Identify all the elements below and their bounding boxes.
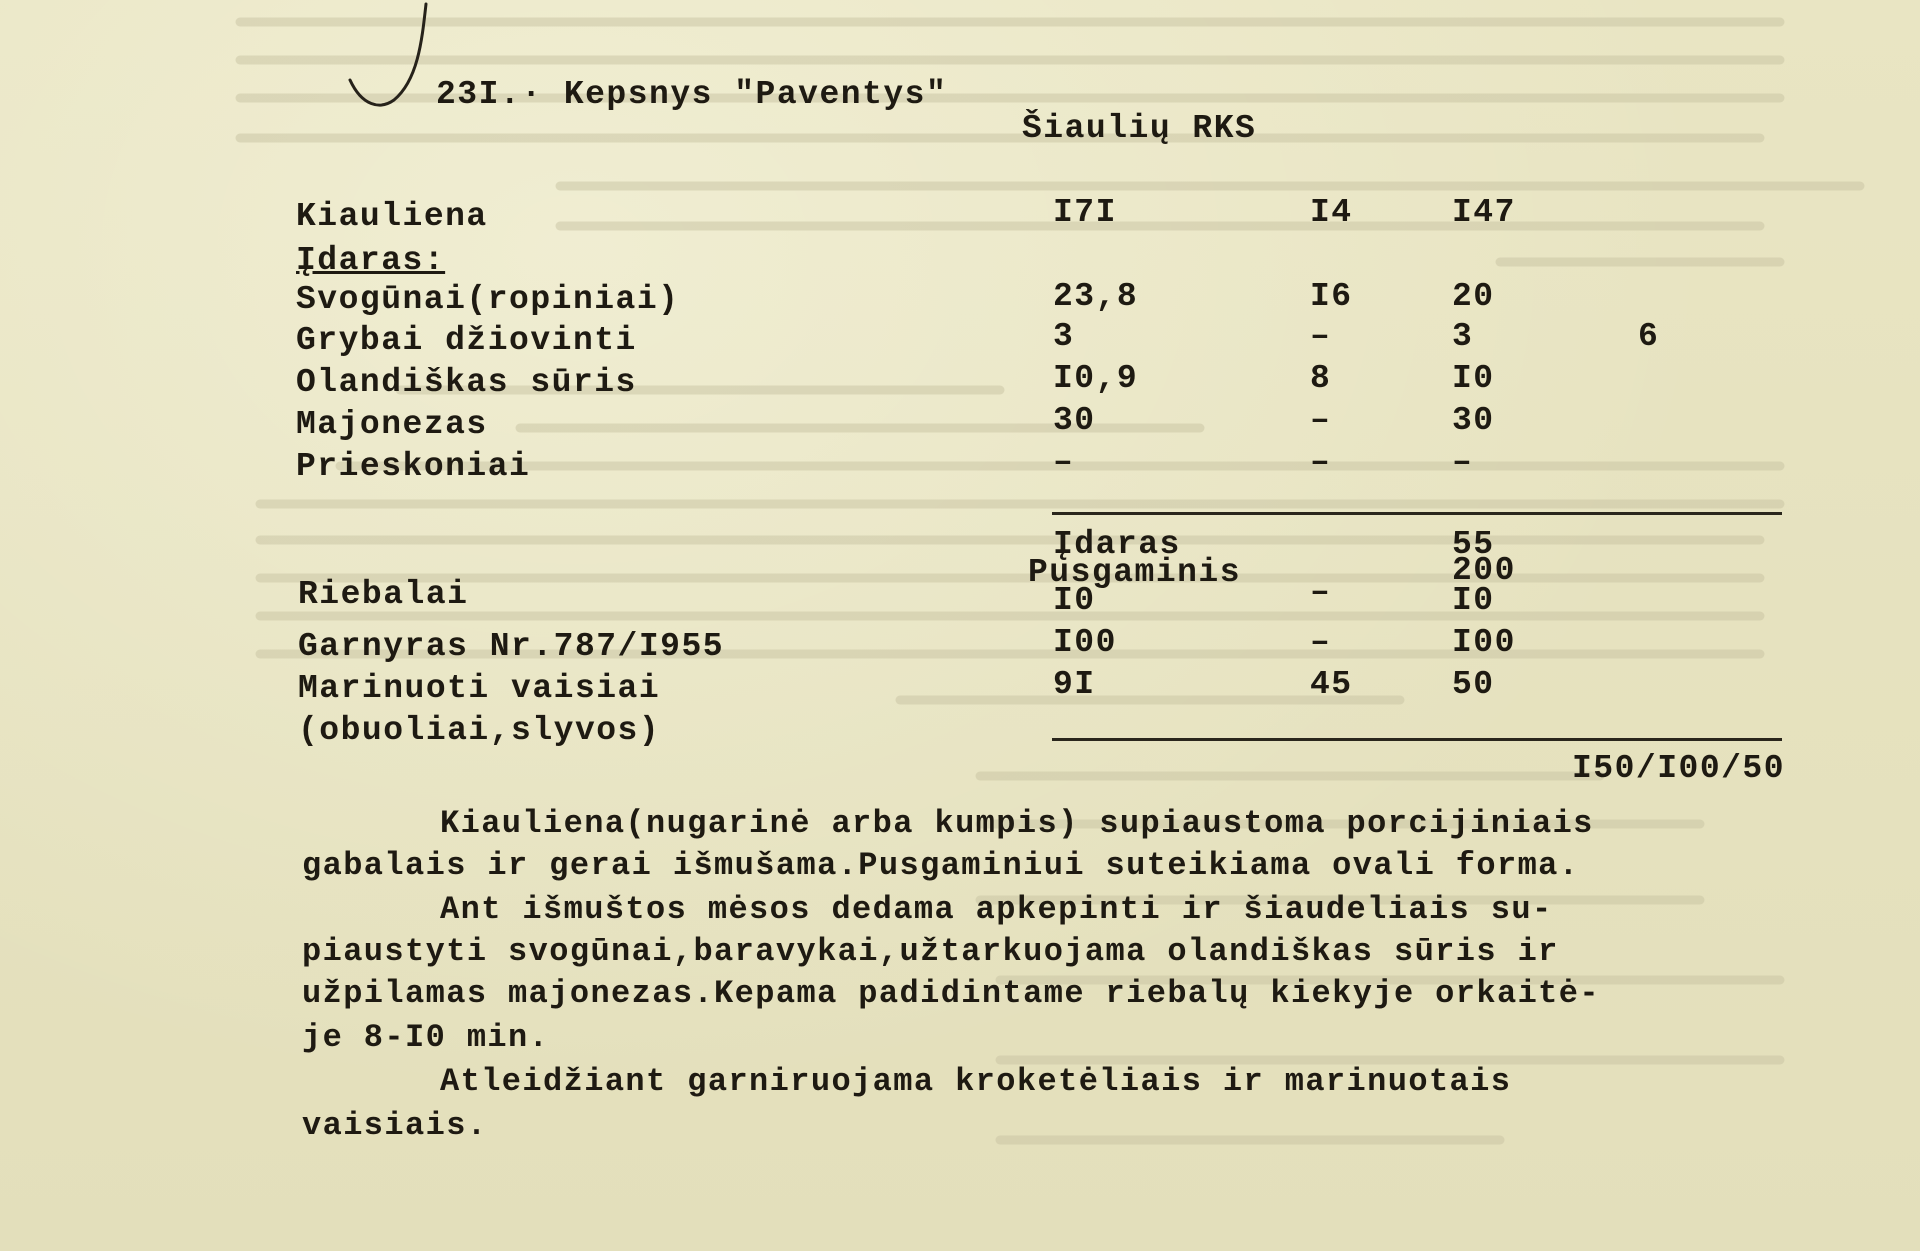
ingredient-label: Marinuoti vaisiai bbox=[298, 670, 661, 707]
method-line: Atleidžiant garniruojama kroketėliais ir marinuotais bbox=[440, 1063, 1512, 1100]
gross-weight: I0 bbox=[1053, 582, 1096, 619]
extra-weight: 6 bbox=[1638, 318, 1660, 355]
output-divider bbox=[1052, 738, 1782, 741]
gross-weight-alt: – bbox=[1310, 318, 1332, 355]
method-line: gabalais ir gerai išmušama.Pusgaminiui suteikiama ovali forma. bbox=[302, 847, 1580, 884]
recipe-title: 23I.· Kepsnys "Paventys" bbox=[436, 76, 948, 113]
net-weight: 50 bbox=[1452, 666, 1495, 703]
method-line: Kiauliena(nugarinė arba kumpis) supiaustoma porcijiniais bbox=[440, 805, 1594, 842]
semifinished-value: 200 bbox=[1452, 552, 1516, 589]
net-weight: I00 bbox=[1452, 624, 1516, 661]
gross-weight: 9I bbox=[1053, 666, 1096, 703]
net-weight: 30 bbox=[1452, 402, 1495, 439]
method-line: Ant išmuštos mėsos dedama apkepinti ir šiaudeliais su- bbox=[440, 891, 1553, 928]
filling-total-label: Įdaras bbox=[1053, 526, 1181, 563]
ingredient-label: Olandiškas sūris bbox=[296, 364, 637, 401]
ingredient-label: Prieskoniai bbox=[296, 448, 531, 485]
gross-weight: I0,9 bbox=[1053, 360, 1139, 397]
net-weight: I47 bbox=[1452, 194, 1516, 231]
gross-weight: 30 bbox=[1053, 402, 1096, 439]
gross-weight: I7I bbox=[1053, 194, 1117, 231]
filling-heading: Įdaras: bbox=[296, 242, 446, 279]
ingredient-label: Grybai džiovinti bbox=[296, 322, 637, 359]
net-weight: – bbox=[1452, 444, 1474, 481]
ingredient-label: Riebalai bbox=[298, 576, 469, 613]
ingredient-label: Svogūnai(ropiniai) bbox=[296, 281, 680, 318]
gross-weight: 23,8 bbox=[1053, 278, 1139, 315]
method-line: užpilamas majonezas.Kepama padidintame riebalų kiekyje orkaitė- bbox=[302, 975, 1600, 1012]
net-weight: 3 bbox=[1452, 318, 1474, 355]
net-weight: 20 bbox=[1452, 278, 1495, 315]
ingredient-label: Majonezas bbox=[296, 406, 488, 443]
gross-weight-alt: – bbox=[1310, 624, 1332, 661]
net-weight: I0 bbox=[1452, 360, 1495, 397]
gross-weight-alt: – bbox=[1310, 402, 1332, 439]
gross-weight-alt: – bbox=[1310, 444, 1332, 481]
method-line: je 8-I0 min. bbox=[302, 1019, 550, 1056]
gross-weight-alt: – bbox=[1310, 574, 1332, 611]
handwritten-check-mark bbox=[330, 0, 450, 120]
output-yield: I50/I00/50 bbox=[1572, 750, 1786, 787]
ingredient-label: Garnyras Nr.787/I955 bbox=[298, 628, 725, 665]
gross-weight-alt: 45 bbox=[1310, 666, 1353, 703]
net-weight: I0 bbox=[1452, 582, 1495, 619]
semifinished-label: Pusgaminis bbox=[1028, 554, 1242, 591]
recipe-subtitle: Šiaulių RKS bbox=[1022, 110, 1257, 147]
gross-weight-alt: I4 bbox=[1310, 194, 1353, 231]
filling-total-value: 55 bbox=[1452, 526, 1495, 563]
gross-weight: I00 bbox=[1053, 624, 1117, 661]
ingredient-label-continued: (obuoliai,slyvos) bbox=[298, 712, 661, 749]
ingredient-label: Kiauliena bbox=[296, 198, 488, 235]
method-line: piaustyti svogūnai,baravykai,užtarkuojama olandiškas sūris ir bbox=[302, 933, 1559, 970]
gross-weight: – bbox=[1053, 444, 1075, 481]
gross-weight-alt: 8 bbox=[1310, 360, 1332, 397]
gross-weight: 3 bbox=[1053, 318, 1075, 355]
subtotal-divider bbox=[1052, 512, 1782, 515]
method-line: vaisiais. bbox=[302, 1107, 488, 1144]
gross-weight-alt: I6 bbox=[1310, 278, 1353, 315]
